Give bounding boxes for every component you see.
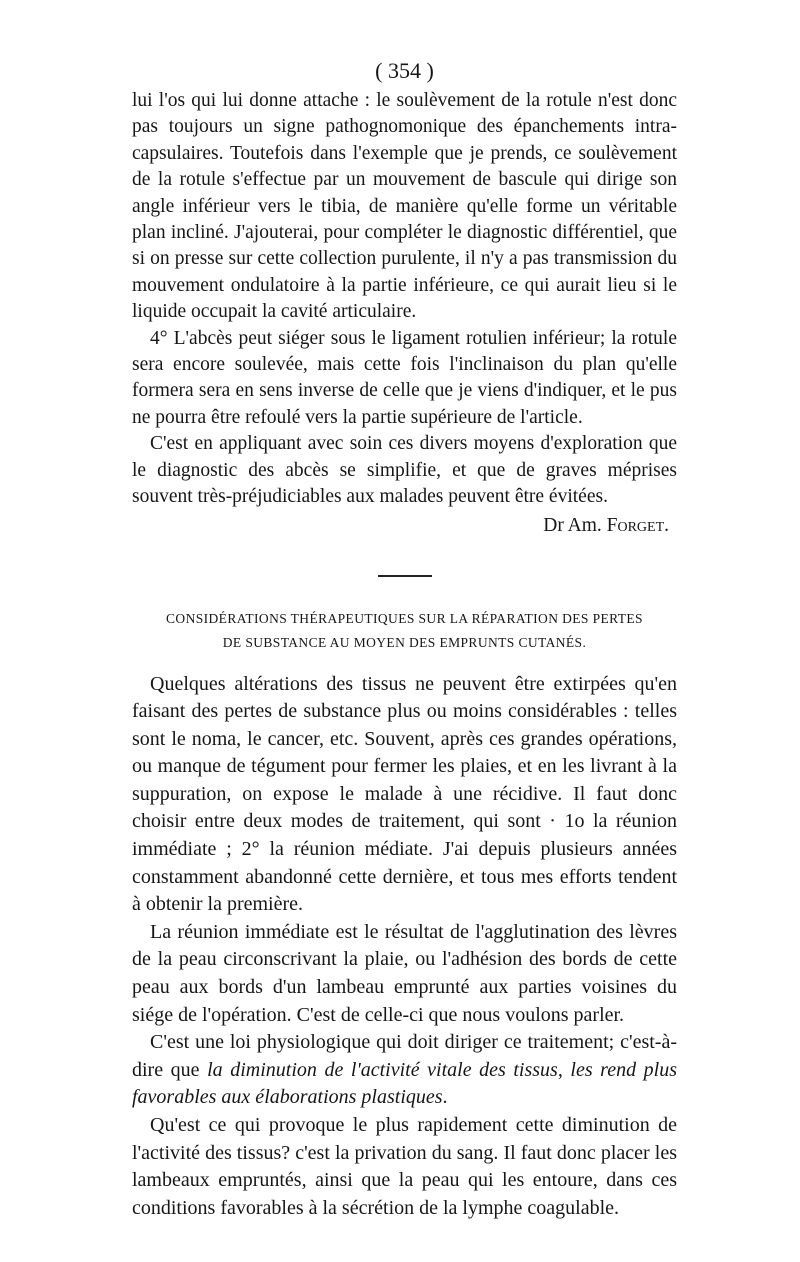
author-signature <box>132 512 677 539</box>
previous-article-conclusion <box>132 88 677 539</box>
article-title-line: CONSIDÉRATIONS THÉRAPEUTIQUES SUR LA RÉPARATION DES PERTES <box>166 610 643 626</box>
paragraph: Quelques altérations des tissus ne peuvent être extirpées qu'en faisant des pertes de substance plus ou moins considérables : telles sont le noma, le cancer, etc. Souvent, après ces grandes opérations, ou manque de tégument pour fermer les plaies, et en les livrant à la suppuration, on expose le malade à une récidive. Il faut donc choisir entre deux modes de traitement, qui sont · 1o la réunion immédiate ; 2° la réunion médiate. J'ai depuis plusieurs années constamment abandonné cette dernière, et tous mes efforts tendent à obtenir la première. <box>132 672 677 916</box>
paragraph: C'est en appliquant avec soin ces divers moyens d'exploration que le diagnostic des abcès se simplifie, et que de graves méprises souvent très-préjudiciables aux malades peuvent être évitées. <box>132 433 677 508</box>
paragraph: Qu'est ce qui provoque le plus rapidement cette diminution de l'activité des tissus? c'est la privation du sang. Il faut donc placer les lambeaux empruntés, ainsi que la peau qui les entoure, dans ces conditions favorables à la sécrétion de la lymphe coagulable. <box>132 1114 677 1219</box>
article-title <box>132 607 677 655</box>
article-body <box>132 671 677 1223</box>
italic-phrase: la diminution de l'activité vitale des tissus <box>207 1058 558 1081</box>
article-title-line: DE SUBSTANCE AU MOYEN DES EMPRUNTS CUTANÉS. <box>222 634 587 650</box>
italic-phrase: les rend plus favorables aux élaborations plastiques <box>132 1058 677 1109</box>
author-prefix: Dr Am. <box>543 514 602 536</box>
paragraph-text: , <box>557 1058 571 1081</box>
paragraph <box>132 1029 677 1112</box>
section-divider <box>378 575 432 577</box>
paragraph-text: . <box>442 1086 448 1109</box>
page <box>132 56 677 1222</box>
paragraph: La réunion immédiate est le résultat de l'agglutination des lèvres de la peau circonscrivant la plaie, ou l'adhésion des bords de cette peau aux bords d'un lambeau emprunté aux parties voisines du siége de l'opération. C'est de celle-ci que nous voulons parler. <box>132 920 677 1026</box>
paragraph: lui l'os qui lui donne attache : le soulèvement de la rotule n'est donc pas toujours un signe pathognomonique des épanchements intra-capsulaires. Toutefois dans l'exemple que je prends, ce soulèvement de la rotule s'effectue par un mouvement de bascule qui dirige son angle inférieur vers le tibia, de manière qu'elle forme un véritable plan incliné. J'ajouterai, pour compléter le diagnostic différentiel, que si on presse sur cette collection purulente, il n'y a pas transmission du mouvement ondulatoire à la partie inférieure, ce qui aurait lieu si le liquide occupait la cavité articulaire. <box>132 90 677 323</box>
paragraph-text: C'est une loi physiologique qui doit diriger ce traitement; c'est-à-dire que <box>132 1031 677 1081</box>
paragraph: 4° L'abcès peut siéger sous le ligament rotulien inférieur; la rotule sera encore soulevée, mais cette fois l'inclinaison du plan qu'elle formera sera en sens inverse de celle que je viens d'indiquer, et le pus ne pourra être refoulé vers la partie supérieure de l'article. <box>132 327 677 428</box>
page-number: ( 354 ) <box>375 58 434 83</box>
author-name: Forget. <box>606 514 669 536</box>
